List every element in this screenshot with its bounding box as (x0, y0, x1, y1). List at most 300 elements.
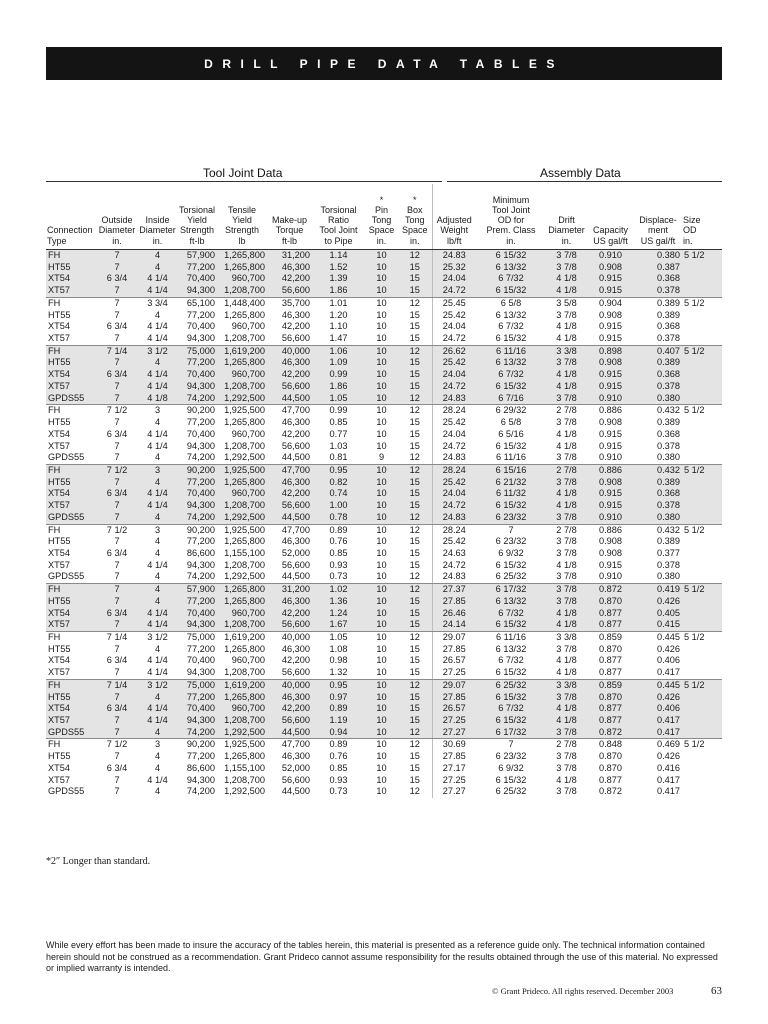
cell-adjusted-weight: 24.04 (432, 369, 476, 381)
cell-pin-tong-space: 10 (376, 321, 387, 332)
cell-outside-diameter: 7 1/2 (106, 739, 128, 750)
cell-min-tool-joint-od: 6 7/32 (498, 655, 524, 666)
cell-adjusted-weight: 28.24 (432, 405, 476, 417)
cell-outside-diameter: 7 (96, 285, 138, 297)
cell-pin-tong-space: 10 (376, 428, 387, 439)
cell-torsional-ratio: 0.85 (329, 417, 348, 428)
cell-torsional-yield: 77,200 (177, 357, 217, 369)
cell-makeup-torque: 31,200 (267, 584, 312, 596)
cell-min-tool-joint-od: 6 15/32 (476, 333, 546, 345)
cell-torsional-yield: 65,100 (186, 297, 215, 308)
cell-drift-diameter: 3 7/8 (546, 452, 587, 464)
cell-outside-diameter: 7 (96, 584, 138, 596)
cell-torsional-ratio: 0.94 (312, 727, 365, 739)
cell-size-od (682, 321, 722, 333)
cell-adjusted-weight: 24.72 (432, 560, 476, 572)
cell-size-od (682, 285, 722, 297)
cell-size-od (682, 262, 722, 274)
cell-tensile-yield: 1,155,100 (224, 762, 265, 773)
cell-torsional-yield: 57,900 (177, 250, 217, 262)
table-row (46, 536, 722, 548)
cell-capacity: 0.877 (587, 667, 634, 679)
cell-connection-type: XT54 (46, 608, 96, 620)
cell-size-od (682, 763, 722, 775)
cell-makeup-torque: 56,600 (267, 381, 312, 393)
cell-drift-diameter: 2 7/8 (546, 464, 587, 476)
cell-min-tool-joint-od: 6 15/32 (476, 381, 546, 393)
cell-size-od (682, 512, 722, 524)
cell-torsional-yield: 70,400 (177, 273, 217, 285)
cell-outside-diameter: 7 (114, 751, 120, 762)
cell-tensile-yield: 960,700 (217, 608, 267, 620)
cell-box-tong-space: 15 (398, 488, 432, 500)
cell-torsional-yield: 77,200 (177, 262, 217, 274)
cell-displacement: 0.426 (634, 692, 682, 704)
cell-box-tong-space: 12 (398, 512, 432, 524)
cell-makeup-torque: 44,500 (267, 512, 312, 524)
cell-capacity: 0.859 (587, 679, 634, 691)
cell-inside-diameter: 4 1/4 (147, 321, 168, 332)
cell-outside-diameter: 7 (114, 297, 120, 308)
cell-capacity: 0.910 (587, 452, 634, 464)
cell-torsional-yield: 90,200 (186, 524, 215, 535)
cell-outside-diameter: 7 1/4 (96, 345, 138, 357)
drill-pipe-data-table (46, 184, 722, 798)
cell-box-tong-space: 15 (398, 667, 432, 679)
cell-tensile-yield: 1,619,200 (217, 679, 267, 691)
cell-size-od (682, 703, 722, 715)
cell-adjusted-weight: 25.42 (432, 357, 476, 369)
cell-torsional-ratio: 0.85 (329, 547, 348, 558)
table-row (46, 250, 722, 262)
cell-torsional-yield: 70,400 (177, 703, 217, 715)
cell-inside-diameter: 4 1/4 (138, 381, 177, 393)
cell-drift-diameter: 4 1/8 (546, 285, 587, 297)
cell-capacity: 0.870 (599, 643, 622, 654)
cell-displacement: 0.406 (657, 655, 680, 666)
cell-outside-diameter: 7 1/2 (106, 405, 128, 416)
cell-box-tong-space: 15 (398, 273, 432, 285)
cell-capacity: 0.848 (599, 739, 622, 750)
cell-displacement: 0.389 (657, 536, 680, 547)
cell-torsional-yield: 74,200 (177, 512, 217, 524)
cell-drift-diameter: 4 1/8 (546, 273, 587, 285)
cell-tensile-yield: 1,265,800 (217, 477, 267, 489)
cell-pin-tong-space: 10 (376, 739, 387, 750)
cell-min-tool-joint-od: 6 13/32 (495, 643, 527, 654)
cell-makeup-torque: 40,000 (267, 345, 312, 357)
cell-adjusted-weight: 24.72 (432, 285, 476, 297)
cell-min-tool-joint-od: 6 15/16 (476, 464, 546, 476)
page-number: 63 (711, 985, 722, 997)
cell-capacity: 0.915 (587, 273, 634, 285)
assembly-heading-rule (447, 181, 722, 182)
cell-torsional-ratio: 1.36 (312, 596, 365, 608)
cell-size-od (682, 357, 722, 369)
cell-torsional-yield: 77,200 (177, 477, 217, 489)
table-row (46, 405, 722, 417)
cell-outside-diameter: 7 (96, 727, 138, 739)
cell-capacity: 0.910 (587, 571, 634, 583)
cell-inside-diameter: 3 1/2 (138, 679, 177, 691)
col-connection-type: Connection Type (46, 184, 96, 250)
cell-box-tong-space: 15 (398, 285, 432, 297)
cell-displacement: 0.469 (657, 739, 680, 750)
cell-torsional-ratio: 0.93 (329, 774, 348, 785)
cell-drift-diameter: 4 1/8 (556, 774, 577, 785)
cell-inside-diameter: 4 (138, 357, 177, 369)
cell-displacement: 0.387 (634, 262, 682, 274)
cell-displacement: 0.378 (634, 333, 682, 345)
cell-adjusted-weight: 27.85 (432, 596, 476, 608)
table-row (46, 715, 722, 727)
table-row (46, 703, 722, 715)
cell-adjusted-weight: 25.42 (432, 417, 476, 429)
cell-inside-diameter: 4 (138, 452, 177, 464)
cell-makeup-torque: 46,300 (267, 262, 312, 274)
cell-capacity: 0.872 (587, 584, 634, 596)
cell-torsional-ratio: 1.06 (312, 345, 365, 357)
cell-size-od (682, 560, 722, 572)
cell-drift-diameter: 2 7/8 (556, 739, 577, 750)
table-row (46, 667, 722, 679)
cell-drift-diameter: 3 7/8 (556, 643, 577, 654)
col-inside-diameter: Inside Diameter in. (138, 184, 177, 250)
cell-size-od (682, 369, 722, 381)
cell-inside-diameter: 4 1/4 (138, 273, 177, 285)
table-header-row (46, 184, 722, 250)
cell-torsional-yield: 77,200 (186, 536, 215, 547)
cell-displacement: 0.426 (634, 596, 682, 608)
cell-outside-diameter: 7 (96, 667, 138, 679)
cell-pin-tong-space: 10 (376, 559, 387, 570)
cell-pin-tong-space: 10 (376, 774, 387, 785)
cell-pin-tong-space: 10 (365, 369, 398, 381)
cell-inside-diameter: 4 1/4 (138, 619, 177, 631)
cell-inside-diameter: 4 1/4 (138, 608, 177, 620)
cell-torsional-ratio: 0.89 (329, 739, 348, 750)
cell-displacement: 0.389 (634, 477, 682, 489)
cell-outside-diameter: 7 (114, 643, 120, 654)
table-row (46, 786, 722, 798)
cell-adjusted-weight: 30.69 (432, 739, 476, 751)
cell-pin-tong-space: 9 (365, 452, 398, 464)
cell-pin-tong-space: 10 (365, 477, 398, 489)
cell-torsional-ratio: 1.01 (329, 297, 348, 308)
cell-pin-tong-space: 10 (365, 488, 398, 500)
cell-box-tong-space: 15 (409, 655, 420, 666)
cell-displacement: 0.377 (657, 547, 680, 558)
cell-box-tong-space: 15 (409, 643, 420, 654)
cell-size-od (682, 619, 722, 631)
cell-torsional-yield: 74,200 (177, 727, 217, 739)
cell-min-tool-joint-od: 6 9/32 (498, 762, 524, 773)
cell-capacity: 0.915 (587, 333, 634, 345)
cell-inside-diameter: 4 (138, 512, 177, 524)
cell-min-tool-joint-od: 6 21/32 (476, 477, 546, 489)
cell-inside-diameter: 4 (138, 692, 177, 704)
cell-adjusted-weight: 24.83 (432, 452, 476, 464)
table-row (46, 357, 722, 369)
cell-box-tong-space: 15 (398, 357, 432, 369)
cell-size-od (682, 393, 722, 405)
cell-capacity: 0.870 (599, 751, 622, 762)
cell-makeup-torque: 47,700 (267, 464, 312, 476)
cell-torsional-yield: 94,300 (186, 440, 215, 451)
cell-tensile-yield: 1,265,800 (217, 596, 267, 608)
cell-capacity: 0.915 (599, 428, 622, 439)
cell-torsional-ratio: 1.47 (312, 333, 365, 345)
cell-makeup-torque: 56,600 (267, 619, 312, 631)
cell-size-od (682, 452, 722, 464)
assembly-data-heading: Assembly Data (540, 166, 621, 180)
cell-torsional-yield: 77,200 (177, 596, 217, 608)
col-torsional-ratio: Torsional Ratio Tool Joint to Pipe (312, 184, 365, 250)
cell-adjusted-weight: 27.27 (432, 727, 476, 739)
cell-capacity: 0.877 (599, 774, 622, 785)
cell-makeup-torque: 35,700 (281, 297, 310, 308)
cell-displacement: 0.378 (634, 500, 682, 512)
cell-size-od (682, 429, 722, 441)
cell-min-tool-joint-od: 6 11/16 (496, 632, 526, 642)
cell-drift-diameter: 4 1/8 (556, 321, 577, 332)
tool-joint-data-heading: Tool Joint Data (203, 166, 283, 180)
cell-connection-type: XT57 (46, 381, 96, 393)
cell-drift-diameter: 3 7/8 (546, 692, 587, 704)
cell-inside-diameter: 3 (138, 464, 177, 476)
cell-pin-tong-space: 10 (365, 345, 398, 357)
cell-box-tong-space: 15 (398, 333, 432, 345)
cell-torsional-yield: 94,300 (177, 619, 217, 631)
cell-outside-diameter: 6 3/4 (96, 703, 138, 715)
cell-torsional-yield: 70,400 (186, 428, 215, 439)
table-row (46, 464, 722, 476)
cell-box-tong-space: 12 (398, 393, 432, 405)
cell-min-tool-joint-od: 6 15/32 (476, 667, 546, 679)
cell-inside-diameter: 4 1/4 (138, 715, 177, 727)
cell-connection-type: GPDS55 (46, 512, 96, 524)
cell-outside-diameter: 7 (96, 262, 138, 274)
cell-outside-diameter: 7 (96, 357, 138, 369)
cell-tensile-yield: 1,265,800 (217, 357, 267, 369)
table-row (46, 333, 722, 345)
cell-torsional-ratio: 1.86 (312, 381, 365, 393)
cell-displacement: 0.389 (634, 357, 682, 369)
cell-pin-tong-space: 10 (365, 679, 398, 691)
cell-size-od (682, 500, 722, 512)
cell-drift-diameter: 3 3/8 (556, 632, 577, 642)
cell-tensile-yield: 1,208,700 (217, 619, 267, 631)
cell-torsional-ratio: 1.19 (312, 715, 365, 727)
cell-torsional-yield: 94,300 (186, 774, 215, 785)
cell-size-od (682, 571, 722, 583)
cell-makeup-torque: 56,600 (281, 559, 310, 570)
cell-makeup-torque: 31,200 (267, 250, 312, 262)
cell-min-tool-joint-od: 6 5/16 (498, 428, 524, 439)
tool-joint-heading-rule (46, 181, 442, 182)
cell-size-od (682, 548, 722, 560)
cell-tensile-yield: 1,292,500 (217, 452, 267, 464)
cell-makeup-torque: 42,200 (267, 488, 312, 500)
cell-min-tool-joint-od: 6 25/32 (495, 786, 527, 797)
cell-makeup-torque: 42,200 (281, 321, 310, 332)
cell-drift-diameter: 3 7/8 (556, 417, 577, 428)
cell-outside-diameter: 7 (96, 250, 138, 262)
table-row (46, 452, 722, 464)
cell-inside-diameter: 4 1/4 (138, 333, 177, 345)
cell-displacement: 0.407 (634, 345, 682, 357)
cell-makeup-torque: 44,500 (267, 571, 312, 583)
table-row (46, 417, 722, 429)
cell-torsional-ratio: 0.76 (329, 751, 348, 762)
cell-pin-tong-space: 10 (365, 250, 398, 262)
cell-torsional-yield: 90,200 (186, 739, 215, 750)
cell-drift-diameter: 3 7/8 (546, 262, 587, 274)
cell-displacement: 0.368 (634, 488, 682, 500)
cell-capacity: 0.915 (587, 488, 634, 500)
cell-inside-diameter: 4 1/4 (147, 440, 168, 451)
cell-inside-diameter: 4 1/4 (138, 667, 177, 679)
table-row (46, 775, 722, 787)
cell-capacity: 0.870 (587, 596, 634, 608)
cell-box-tong-space: 15 (398, 608, 432, 620)
cell-min-tool-joint-od: 6 7/16 (476, 393, 546, 405)
cell-connection-type: FH (48, 524, 61, 535)
cell-tensile-yield: 1,208,700 (217, 285, 267, 297)
cell-capacity: 0.910 (587, 512, 634, 524)
cell-makeup-torque: 56,600 (267, 285, 312, 297)
cell-torsional-ratio: 0.95 (312, 679, 365, 691)
cell-connection-type: XT57 (46, 715, 96, 727)
cell-pin-tong-space: 10 (365, 512, 398, 524)
cell-capacity: 0.877 (587, 703, 634, 715)
cell-pin-tong-space: 10 (365, 667, 398, 679)
cell-drift-diameter: 4 1/8 (546, 667, 587, 679)
cell-box-tong-space: 15 (409, 762, 420, 773)
cell-tensile-yield: 1,208,700 (217, 715, 267, 727)
cell-displacement: 0.368 (657, 428, 680, 439)
cell-connection-type: XT57 (46, 619, 96, 631)
col-displacement: Displace- ment US gal/ft (634, 184, 682, 250)
cell-size-od: 5 1/2 (682, 345, 722, 357)
cell-displacement: 0.380 (634, 571, 682, 583)
cell-torsional-ratio: 0.73 (312, 571, 365, 583)
cell-torsional-yield: 94,300 (177, 500, 217, 512)
cell-outside-diameter: 6 3/4 (106, 428, 128, 439)
cell-adjusted-weight: 27.17 (432, 763, 476, 775)
cell-torsional-ratio: 0.99 (312, 369, 365, 381)
cell-makeup-torque: 46,300 (267, 477, 312, 489)
table-row (46, 477, 722, 489)
cell-size-od (682, 273, 722, 285)
cell-tensile-yield: 1,448,400 (224, 297, 265, 308)
cell-torsional-ratio: 1.39 (312, 273, 365, 285)
cell-adjusted-weight: 24.72 (432, 500, 476, 512)
cell-capacity: 0.910 (587, 393, 634, 405)
cell-torsional-ratio: 1.67 (312, 619, 365, 631)
cell-makeup-torque: 46,300 (281, 417, 310, 428)
cell-tensile-yield: 1,265,800 (224, 417, 265, 428)
cell-outside-diameter: 7 1/4 (96, 679, 138, 691)
table-row (46, 632, 722, 644)
cell-connection-type: XT57 (46, 285, 96, 297)
cell-outside-diameter: 7 (96, 333, 138, 345)
cell-box-tong-space: 15 (398, 477, 432, 489)
cell-adjusted-weight: 25.42 (432, 536, 476, 548)
cell-displacement: 0.368 (634, 369, 682, 381)
cell-min-tool-joint-od: 6 25/32 (476, 679, 546, 691)
cell-makeup-torque: 47,700 (281, 405, 310, 416)
cell-connection-type: FH (46, 345, 96, 357)
cell-box-tong-space: 12 (409, 632, 420, 642)
cell-makeup-torque: 46,300 (281, 643, 310, 654)
cell-connection-type: XT57 (46, 667, 96, 679)
cell-adjusted-weight: 28.24 (432, 524, 476, 536)
cell-adjusted-weight: 27.85 (432, 751, 476, 763)
cell-size-od (682, 727, 722, 739)
cell-tensile-yield: 960,700 (231, 321, 265, 332)
cell-pin-tong-space: 10 (365, 500, 398, 512)
cell-makeup-torque: 46,300 (281, 536, 310, 547)
col-outside-diameter: Outside Diameter in. (96, 184, 138, 250)
cell-makeup-torque: 52,000 (281, 762, 310, 773)
cell-torsional-yield: 57,900 (177, 584, 217, 596)
cell-size-od (682, 655, 722, 667)
cell-makeup-torque: 40,000 (267, 679, 312, 691)
cell-connection-type: HT55 (48, 751, 71, 762)
table-row (46, 429, 722, 441)
cell-adjusted-weight: 27.25 (432, 667, 476, 679)
cell-displacement: 0.419 (634, 584, 682, 596)
cell-pin-tong-space: 10 (365, 393, 398, 405)
table-row (46, 548, 722, 560)
cell-torsional-yield: 94,300 (177, 715, 217, 727)
cell-connection-type: HT55 (46, 477, 96, 489)
cell-tensile-yield: 1,208,700 (217, 500, 267, 512)
cell-pin-tong-space: 10 (365, 703, 398, 715)
table-row (46, 321, 722, 333)
cell-displacement: 0.389 (657, 309, 680, 320)
cell-tensile-yield: 1,619,200 (217, 345, 267, 357)
cell-outside-diameter: 7 (114, 786, 120, 797)
cell-connection-type: XT54 (48, 762, 70, 773)
cell-adjusted-weight: 29.07 (432, 632, 476, 644)
cell-box-tong-space: 12 (409, 297, 420, 308)
cell-drift-diameter: 3 7/8 (556, 786, 577, 797)
cell-inside-diameter: 4 1/4 (138, 500, 177, 512)
cell-size-od: 5 1/2 (684, 632, 705, 642)
cell-torsional-ratio: 1.24 (312, 608, 365, 620)
cell-connection-type: FH (46, 584, 96, 596)
cell-adjusted-weight: 24.72 (432, 381, 476, 393)
cell-torsional-ratio: 0.89 (329, 524, 348, 535)
cell-inside-diameter: 4 (154, 417, 161, 428)
cell-size-od (682, 477, 722, 489)
cell-drift-diameter: 3 7/8 (546, 357, 587, 369)
cell-torsional-yield: 74,200 (177, 571, 217, 583)
cell-drift-diameter: 3 7/8 (546, 596, 587, 608)
cell-outside-diameter: 6 3/4 (96, 273, 138, 285)
cell-torsional-ratio: 0.93 (329, 559, 348, 570)
cell-box-tong-space: 12 (398, 679, 432, 691)
cell-tensile-yield: 1,208,700 (217, 333, 267, 345)
cell-outside-diameter: 7 (96, 571, 138, 583)
cell-displacement: 0.378 (657, 440, 680, 451)
cell-displacement: 0.415 (634, 619, 682, 631)
cell-adjusted-weight: 26.57 (432, 655, 476, 667)
cell-drift-diameter: 3 5/8 (556, 297, 577, 308)
cell-makeup-torque: 42,200 (281, 428, 310, 439)
